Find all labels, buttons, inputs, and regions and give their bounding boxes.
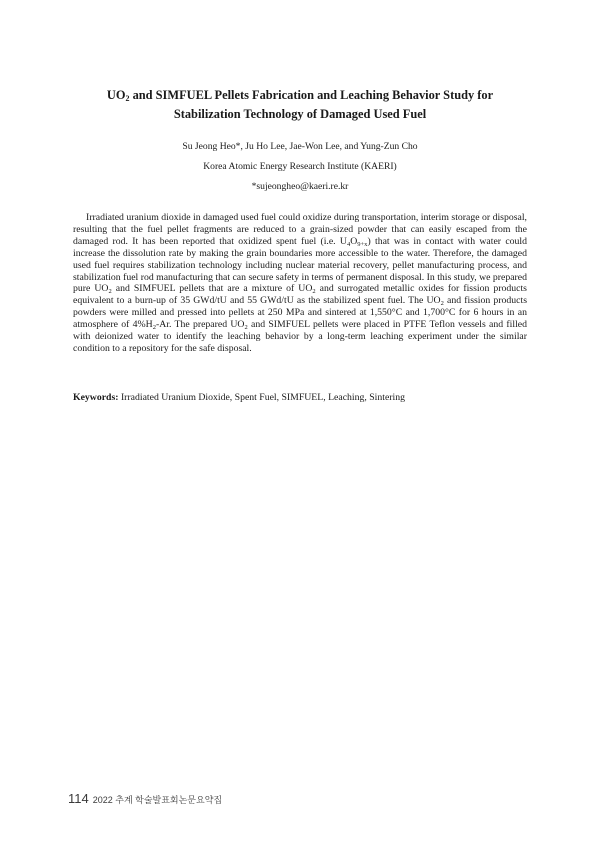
abstract-sub-5: 2 xyxy=(440,300,444,308)
abstract-sub-4: 2 xyxy=(312,288,316,296)
page-footer xyxy=(68,790,222,808)
abstract-text-3: ) that was in contact with water could increase the dissolution rate by making the grain boundaries more accessible to the water. Therefore, the damaged used fuel requires stabilization technology including nuclear material recovery, pellet manufacturing process, and stabilization fuel rod manufacturing that can secure safety in terms of permanent disposal. In this study, we prepared pure UO xyxy=(73,235,527,295)
journal-name: 2022 추계 학술발표회논문요약집 xyxy=(92,795,223,805)
page-number: 114 xyxy=(68,791,89,806)
abstract-sub-7: 2 xyxy=(244,324,248,332)
abstract-text-1: Irradiated uranium dioxide in damaged used fuel could oxidize during transportation, interim storage or disposal, resulting that the fuel pellet fragments are reduced to a grain-sized powder that can easily escaped from the damaged rod. It has been reported that oxidized spent fuel (i.e. U xyxy=(73,212,527,247)
abstract-text-2: O xyxy=(350,235,358,247)
title-line2: Stabilization Technology of Damaged Used Fuel xyxy=(173,107,427,121)
keywords-label: Keywords: xyxy=(73,392,119,403)
paper-title xyxy=(60,86,540,124)
authors: Su Jeong Heo*, Ju Ho Lee, Jae-Won Lee, and Yung-Zun Cho xyxy=(182,141,418,152)
title-line1-pre: UO xyxy=(106,88,126,102)
author-email: *sujeongheo@kaeri.re.kr xyxy=(251,181,349,192)
keywords xyxy=(73,392,527,404)
title-line1-sub: 2 xyxy=(125,94,130,103)
abstract-text-7: -Ar. The prepared UO xyxy=(155,319,245,331)
title-line1-post: and SIMFUEL Pellets Fabrication and Leaching Behavior Study for xyxy=(129,88,494,102)
abstract-text-6: and fission products powders were milled and pressed into pellets at 250 MPa and sintered at 1,550°C and 1,700°C for 6 hours in an atmosphere of 4%H xyxy=(73,295,527,331)
abstract-sub-2: 9+x xyxy=(357,240,368,248)
abstract-text-5: and surrogated metallic oxides for fission products equivalent to a burn-up of 35 GWd/tU and 55 GWd/tU as the stabilized spent fuel. The UO xyxy=(73,283,527,307)
abstract-paragraph xyxy=(73,212,527,355)
abstract-sub-1: 4 xyxy=(346,240,351,248)
keywords-text: Irradiated Uranium Dioxide, Spent Fuel, SIMFUEL, Leaching, Sintering xyxy=(118,392,405,403)
abstract-text-4: and SIMFUEL pellets that are a mixture of UO xyxy=(111,283,313,295)
abstract-sub-3: 2 xyxy=(108,288,112,296)
affiliation: Korea Atomic Energy Research Institute (KAERI) xyxy=(203,161,397,172)
abstract-text-8: and SIMFUEL pellets were placed in PTFE Teflon vessels and filled with deionized water to identify the leaching behavior by a long-term leaching experiment under the similar condition to a repository for the safe disposal. xyxy=(73,319,527,354)
abstract-sub-6: 2 xyxy=(152,324,156,332)
